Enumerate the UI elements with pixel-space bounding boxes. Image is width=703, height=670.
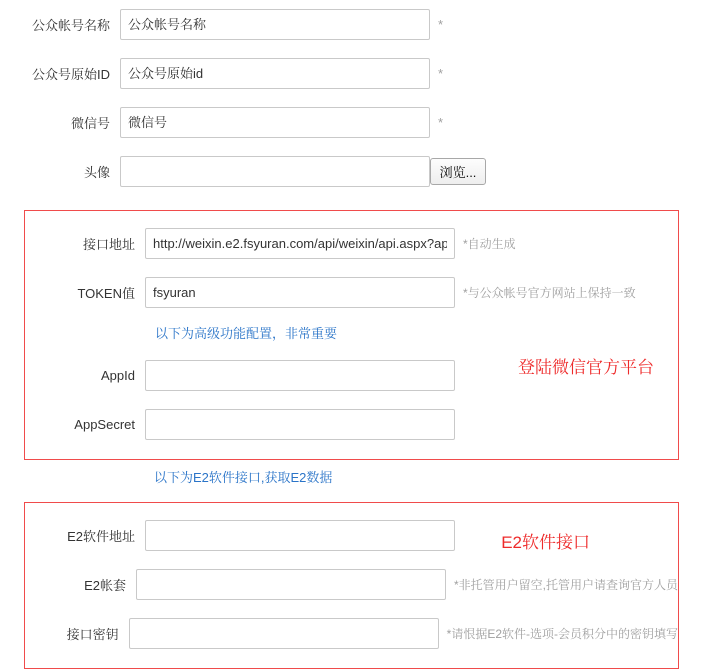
label-account-name: 公众帐号名称 xyxy=(31,18,110,33)
form-row-interface-key xyxy=(25,609,678,658)
input-original-id[interactable] xyxy=(120,58,430,89)
form-row-avatar xyxy=(0,147,703,196)
field-appid xyxy=(145,360,455,391)
form-row-appsecret xyxy=(25,400,678,449)
input-appsecret[interactable] xyxy=(145,409,455,440)
note-interface-key: *请恨据E2软件-选项-会员积分中的密钥填写 xyxy=(446,627,678,641)
wechat-section-caption: 登陆微信官方平台 xyxy=(518,358,654,377)
field-api-url xyxy=(145,228,455,259)
field-wechat-id xyxy=(120,107,430,138)
form-row-wechat-id xyxy=(0,98,703,147)
form-row-e2-account-set xyxy=(25,560,678,609)
form-row-original-id xyxy=(0,49,703,98)
field-token xyxy=(145,277,455,308)
browse-button[interactable]: 浏览... xyxy=(430,158,486,185)
input-interface-key[interactable] xyxy=(129,618,439,649)
input-appid[interactable] xyxy=(145,360,455,391)
label-wechat-id: 微信号 xyxy=(70,116,110,131)
input-avatar[interactable] xyxy=(120,156,430,187)
note-e2-account-set: *非托管用户留空,托管用户请查询官方人员 xyxy=(453,578,678,592)
label-interface-key: 接口密钥 xyxy=(66,627,119,642)
field-appsecret xyxy=(145,409,455,440)
label-e2-url: E2软件地址 xyxy=(67,529,135,544)
input-wechat-id[interactable] xyxy=(120,107,430,138)
label-token: TOKEN值 xyxy=(77,286,135,301)
form-row-account-name xyxy=(0,0,703,49)
field-interface-key xyxy=(129,618,439,649)
input-e2-url[interactable] xyxy=(145,520,455,551)
wechat-platform-section xyxy=(24,210,679,460)
required-star-original-id: * xyxy=(438,66,444,81)
input-token[interactable] xyxy=(145,277,455,308)
e2-interface-note[interactable]: 以下为E2软件接口,获取E2数据 xyxy=(154,470,333,485)
field-e2-account-set xyxy=(136,569,446,600)
label-avatar: 头像 xyxy=(83,165,110,180)
label-original-id: 公众号原始ID xyxy=(31,67,110,82)
input-api-url[interactable] xyxy=(145,228,455,259)
input-e2-account-set[interactable] xyxy=(136,569,446,600)
required-star-wechat-id: * xyxy=(438,115,444,130)
label-e2-account-set: E2帐套 xyxy=(84,578,126,593)
field-original-id xyxy=(120,58,430,89)
form-row-token xyxy=(25,268,678,317)
required-star-account-name: * xyxy=(438,17,444,32)
label-appid: AppId xyxy=(101,368,135,383)
note-api-url: *自动生成 xyxy=(463,237,516,251)
label-appsecret: AppSecret xyxy=(74,417,135,432)
e2-section-caption: E2软件接口 xyxy=(501,533,590,552)
input-account-name[interactable] xyxy=(120,9,430,40)
field-avatar xyxy=(120,156,430,187)
note-token: *与公众帐号官方网站上保持一致 xyxy=(463,286,636,300)
advanced-config-note[interactable]: 以下为高级功能配置，非常重要 xyxy=(155,326,338,341)
label-api-url: 接口地址 xyxy=(82,237,135,252)
field-e2-url xyxy=(145,520,455,551)
e2-interface-section xyxy=(24,502,679,669)
form-row-api-url xyxy=(25,219,678,268)
field-account-name xyxy=(120,9,430,40)
